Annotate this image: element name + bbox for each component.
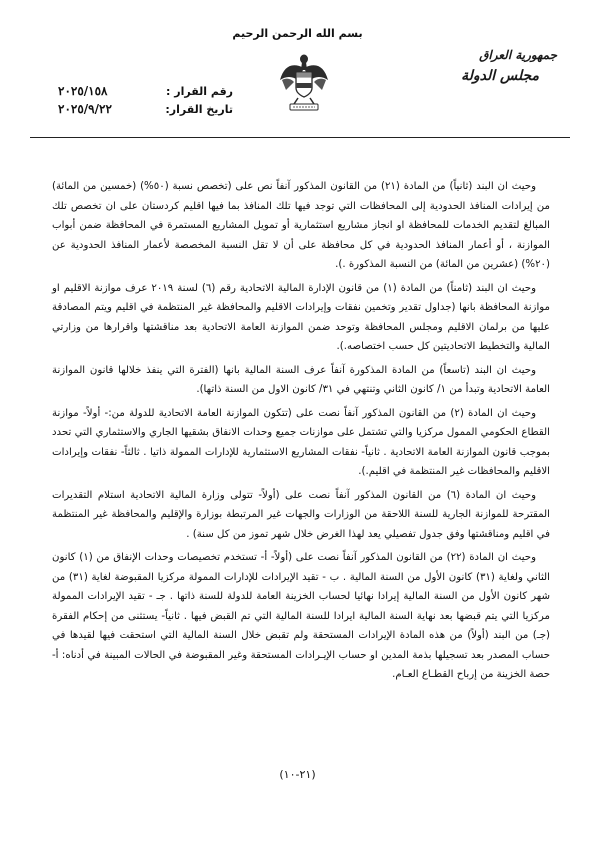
decision-number-value: ٢٠٢٥/١٥٨ [58, 84, 108, 98]
paragraph-2: وحيث ان البند (ثامناً) من المادة (١) من قانون الإدارة المالية الاتحادية رقم (٦) لسنة ٢٠١٩ عرف موازنة الاقليم او موازنة المحافظة بانها (جداول تقدير وتخمين نفقات وإيرادات الاقليم والمحافظة غير المنتظمة في اقليم ويتم المصادقة عليها من برلمان الاقليم ومجلس المحافظة وتوحد ضمن الموازنة العامة الاتحادية بعد مناقشتها واقرارها من وزارتي المالية والتخطيط الاتحاديتين كل حسب اختصاصه.). [52, 282, 550, 352]
basmala: بسم الله الرحمن الرحيم [232, 27, 363, 40]
country-name: جمهورية العراق [479, 48, 557, 62]
decision-info [58, 84, 233, 120]
paragraph-1: وحيث ان البند (ثانياً) من المادة (٢١) من القانون المذكور آنفاً نص على (تخصص نسبة (٥٠%) (خمسين من المائة) من إيرادات المنافذ الحدودية إلى المحافظات التي توجد فيها تلك المنافذ بما فيها اقليم كردستان على ان تخصص تلك المبالغ لتقديم الخدمات للمحافظة او انجاز مشاريع استثمارية أو تمويل المشاريع المستمرة في المحافظة ضمن أبواب الموازنة ، أو أعمار المنافذ الحدودية في كل محافظة على أن لا تقل النسبة المخصصة لأعمار المنافذ الحدودية عن (٢٠%) (عشرين من المائة) من النسبة المذكورة .). [52, 181, 550, 270]
paragraph-4: وحيث ان المادة (٢) من القانون المذكور آنفاً نصت على (تتكون الموازنة العامة الاتحادية للدولة من:- أولاً- موازنة القطاع الحكومي الممول مركزيا والتي تشتمل على موازنات جميع وحدات الانفاق بشقيها الجاري والاستثماري التي تحدد بموجب قانون الموازنة العامة الاتحادية . ثانياً- نفقات المشاريع الاستثمارية للإدارات الممولة ذاتيا . ثالثاً- نفقات وإيرادات الاقليم والمحافظات غير المنتظمة في اقليم.). [52, 407, 550, 477]
decision-body [52, 177, 550, 689]
decision-date-value: ٢٠٢٥/٩/٢٢ [58, 102, 112, 116]
paragraph-5: وحيث ان المادة (٦) من القانون المذكور آنفاً نصت على (أولاً- تتولى وزارة المالية الاتحادية استلام التقديرات المقترحة للموازنة الجارية للسنة اللاحقة من الوزارات والجهات غير المرتبطة بوزارة والإقليم والمحافظة غير المنتظمة في اقليم ومناقشتها وفق جدول تفصيلي يعد لهذا الغرض خلال شهر تموز من كل سنة) . [52, 489, 550, 540]
page-number: (٢١-١٠) [279, 768, 316, 781]
decision-date-label: تاريخ القرار: [165, 103, 233, 116]
paragraph-6: وحيث ان المادة (٢٢) من القانون المذكور آنفاً نصت على (أولاً- أ- تستخدم تخصيصات وحدات الإنفاق من (١) كانون الثاني ولغاية (٣١) كانون الأول من السنة المالية . ب - تقيد الإيرادات للإدارات الممولة مركزيا المقبوضة لغاية (٣١) من شهر كانون الأول من السنة المالية إيرادا نهائيا لحساب الخزينة العامة للدولة للسنة ذاتها . جـ - تقيد الإيرادات الممولة مركزيا التي يتم قبضها بعد نهاية السنة المالية ايرادا للسنة المالية التي تم القبض فيها . ثانياً- يستثنى من إحكام الفقرة (جـ) من البند (أولاً) من هذه المادة الإيرادات المستحقة ولم تقبض خلال السنة المالية التي استحقت فيها لقيدها في حساب المصدر بعد تسجيلها بذمة المدين او حساب الإيـرادات المستحقة وغير المقبوضة في الحالات المبينة في أدناه: أ- حصة الخزينة من إرباح القطـاع العـام. [52, 552, 550, 680]
council-name: مجلس الدولة [461, 68, 539, 84]
issuing-authority [397, 48, 557, 84]
eagle-coat-of-arms-icon [278, 50, 330, 116]
header-divider [30, 137, 570, 138]
paragraph-3: وحيث ان البند (تاسعاً) من المادة المذكورة آنفاً عرف السنة المالية بانها (الفترة التي ينفذ خلالها قانون الموازنة العامة الاتحادية وتبدأ من ١/ كانون الثاني وتنتهي في ٣١/ كانون الاول من السنة ذاتها). [52, 364, 550, 395]
decision-number-row [58, 84, 233, 102]
decision-number-label: رقم القرار : [166, 85, 233, 98]
decision-date-row [58, 102, 233, 120]
